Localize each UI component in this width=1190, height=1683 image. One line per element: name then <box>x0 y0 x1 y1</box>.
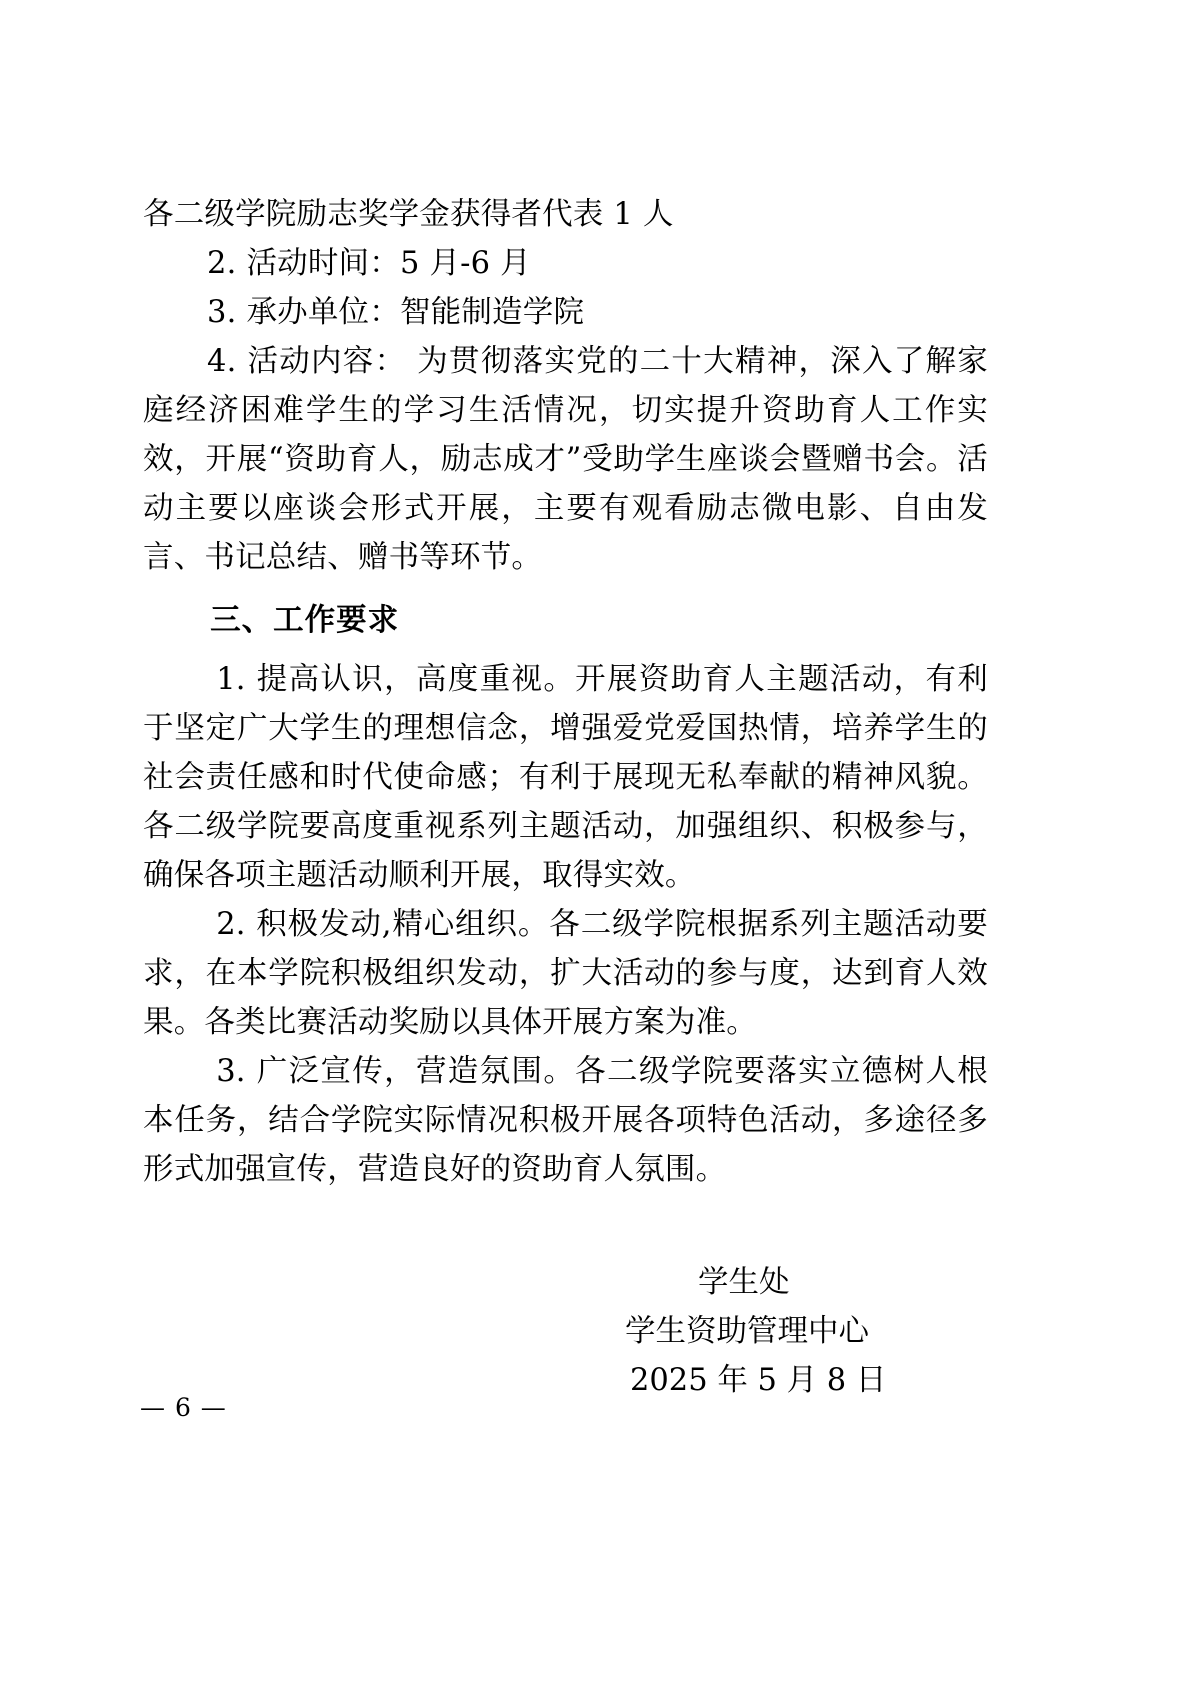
spacer <box>143 645 988 655</box>
spacer <box>143 582 988 596</box>
signature-date: 2025 年 5 月 8 日 <box>630 1363 887 1398</box>
activity-content-item: 4. 活动内容： 为贯彻落实党的二十大精神，深入了解家庭经济困难学生的学习生活情况，切实提升资助育人工作实效，开展“资助育人，励志成才”受助学生座谈会暨赠书会。活动主要以座谈会形式开展，主要有观看励志微电影、自由发言、书记总结、赠书等环节。 <box>143 344 988 575</box>
signature-department: 学生处 <box>698 1265 790 1300</box>
activity-time-item: 2. 活动时间：5 月-6 月 <box>207 246 531 281</box>
section-heading-work-requirements: 三、工作要求 <box>210 603 400 638</box>
requirement-item-2: 2. 积极发动,精心组织。各二级学院根据系列主题活动要求，在本学院积极组织发动，扩大活动的参与度，达到育人效果。各类比赛活动奖励以具体开展方案为准。 <box>143 907 988 1040</box>
page-number: — 6 — <box>140 1393 227 1422</box>
document-body <box>143 190 988 1405</box>
signature-center: 学生资助管理中心 <box>625 1314 869 1349</box>
signature-block <box>143 1258 988 1405</box>
host-unit-item: 3. 承办单位：智能制造学院 <box>207 295 585 330</box>
requirement-item-3: 3. 广泛宣传，营造氛围。各二级学院要落实立德树人根本任务，结合学院实际情况积极开展各项特色活动，多途径多形式加强宣传，营造良好的资助育人氛围。 <box>143 1054 988 1187</box>
continued-paragraph: 各二级学院励志奖学金获得者代表 1 人 <box>143 197 674 232</box>
requirement-item-1: 1. 提高认识，高度重视。开展资助育人主题活动，有利于坚定广大学生的理想信念，增强爱党爱国热情，培养学生的社会责任感和时代使命感；有利于展现无私奉献的精神风貌。各二级学院要高度重视系列主题活动，加强组织、积极参与，确保各项主题活动顺利开展，取得实效。 <box>143 662 988 893</box>
